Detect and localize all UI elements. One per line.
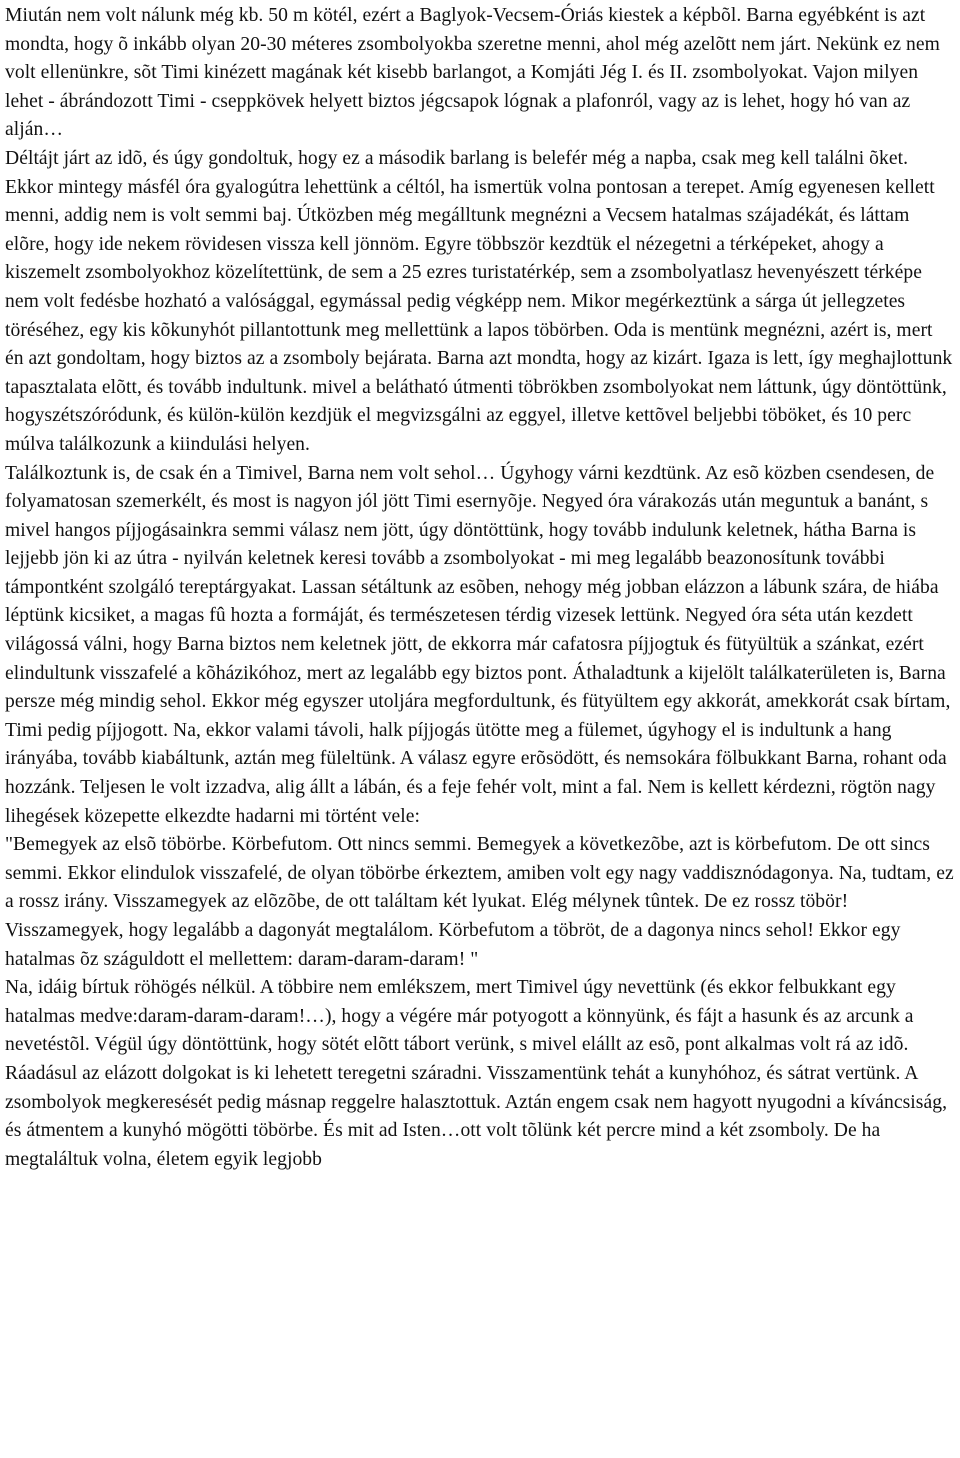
- paragraph-2: Déltájt járt az idõ, és úgy gondoltuk, hogy ez a második barlang is belefér még a napba, csak meg kell találni õket. Ekkor mintegy másfél óra gyalogútra lehettünk a céltól, ha ismertük volna pontosan a terepet. Amíg egyenesen kellett menni, addig nem is volt semmi baj. Útközben még megálltunk megnézni a Vecsem hatalmas szájadékát, és láttam elõre, hogy ide nekem rövidesen vissza kell jönnöm. Egyre többször kezdtük el nézegetni a térképeket, ahogy a kiszemelt zsombolyokhoz közelítettünk, de sem a 25 ezres turistatérkép, sem a zsombolyatlasz hevenyészett térképe nem volt fedésbe hozható a valósággal, egymással pedig végképp nem. Mikor megérkeztünk a sárga út jellegzetes töréséhez, egy kis kõkunyhót pillantottunk meg mellettünk a lapos töbörben. Oda is mentünk megnézni, azért is, mert én azt gondoltam, hogy biztos az a zsomboly bejárata. Barna azt mondta, hogy az kizárt. Igaza is lett, így meghajlottunk tapasztalata elõtt, és tovább indultunk. mivel a belátható útmenti töbrökben zsombolyokat nem láttunk, úgy döntöttünk, hogyszétszóródunk, és külön-külön kezdjük el megvizsgálni az eggyel, illetve kettõvel beljebbi töböket, és 10 perc múlva találkozunk a kiindulási helyen.: [5, 147, 953, 455]
- paragraph-3: Találkoztunk is, de csak én a Timivel, Barna nem volt sehol… Úgyhogy várni kezdtünk. Az esõ közben csendesen, de folyamatosan szemerkélt, és most is nagyon jól jött Timi esernyõje. Negyed óra várakozás után meguntuk a banánt, s mivel hangos píjjogásainkra semmi válasz nem jött, úgy döntöttünk, hogy tovább indulunk keletnek, hátha Barna is lejjebb jön ki az útra - nyilván keletnek keresi tovább a zsombolyokat - mi meg legalább beazonosítunk további támpontként szolgáló tereptárgyakat. Lassan sétáltunk az esõben, nehogy még jobban elázzon a lábunk szára, de hiába léptünk kicsiket, a magas fû hozta a formáját, és természetesen térdig vizesek lettünk. Negyed óra séta után kezdett világossá válni, hogy Barna biztos nem keletnek jött, de ekkorra már cafatosra píjjogtuk és fütyültük a szánkat, ezért elindultunk visszafelé a kõházikóhoz, mert az legalább egy biztos pont. Áthaladtunk a kijelölt találkaterületen is, Barna persze még mindig sehol. Ekkor még egyszer utoljára megfordultunk, és fütyültem egy akkorát, amekkorát csak bírtam, Timi pedig píjjogott. Na, ekkor valami távoli, halk píjjogás ütötte meg a fülemet, úgyhogy el is indultunk a hang irányába, tovább kiabáltunk, aztán meg füleltünk. A válasz egyre erõsödött, és nemsokára fölbukkant Barna, rohant oda hozzánk. Teljesen le volt izzadva, alig állt a lábán, és a feje fehér volt, mint a fal. Nem is kellett kérdezni, rögtön nagy lihegések közepette elkezdte hadarni mi történt vele:: [5, 462, 951, 827]
- paragraph-1: Miután nem volt nálunk még kb. 50 m kötél, ezért a Baglyok-Vecsem-Óriás kiestek a képbõl. Barna egyébként is azt mondta, hogy õ inkább olyan 20-30 méteres zsombolyokba szeretne menni, ahol még azelõtt nem járt. Nekünk ez nem volt ellenünkre, sõt Timi kinézett magának két kisebb barlangot, a Komjáti Jég I. és II. zsombolyokat. Vajon milyen lehet - ábrándozott Timi - cseppkövek helyett biztos jégcsapok lógnak a plafonról, vagy az is lehet, hogy hó van az alján…: [5, 5, 940, 141]
- paragraph-4: "Bemegyek az elsõ töbörbe. Körbefutom. Ott nincs semmi. Bemegyek a következõbe, azt is körbefutom. De ott sincs semmi. Ekkor elindulok visszafelé, de olyan töbörbe érkeztem, amiben volt egy nagy vaddisznódagonya. Na, tudtam, ez a rossz irány. Visszamegyek az elõzõbe, de ott találtam két lyukat. Elég mélynek tûntek. De ez rossz töbör! Visszamegyek, hogy legalább a dagonyát megtalálom. Körbefutom a töbröt, de a dagonya nincs sehol! Ekkor egy hatalmas õz száguldott el mellettem: daram-daram-daram! ": [5, 834, 954, 970]
- paragraph-5: Na, idáig bírtuk röhögés nélkül. A többire nem emlékszem, mert Timivel úgy nevettünk (és ekkor felbukkant egy hatalmas medve:daram-daram-daram!…), hogy a végére már potyogott a könnyünk, és fájt a hasunk és az arcunk a nevetéstõl. Végül úgy döntöttünk, hogy sötét elõtt tábort verünk, s mivel elállt az esõ, pont alkalmas volt rá az idõ. Ráadásul az elázott dolgokat is ki lehetett teregetni száradni. Visszamentünk tehát a kunyhóhoz, és sátrat vertünk. A zsombolyok megkeresését pedig másnap reggelre halasztottuk. Aztán engem csak nem hagyott nyugodni a kíváncsiság, és átmentem a kunyhó mögötti töbörbe. És mit ad Isten…ott volt tõlünk két percre mind a két zsomboly. De ha megtaláltuk volna, életem egyik legjobb: [5, 977, 948, 1170]
- document-page: [5, 2, 955, 1174]
